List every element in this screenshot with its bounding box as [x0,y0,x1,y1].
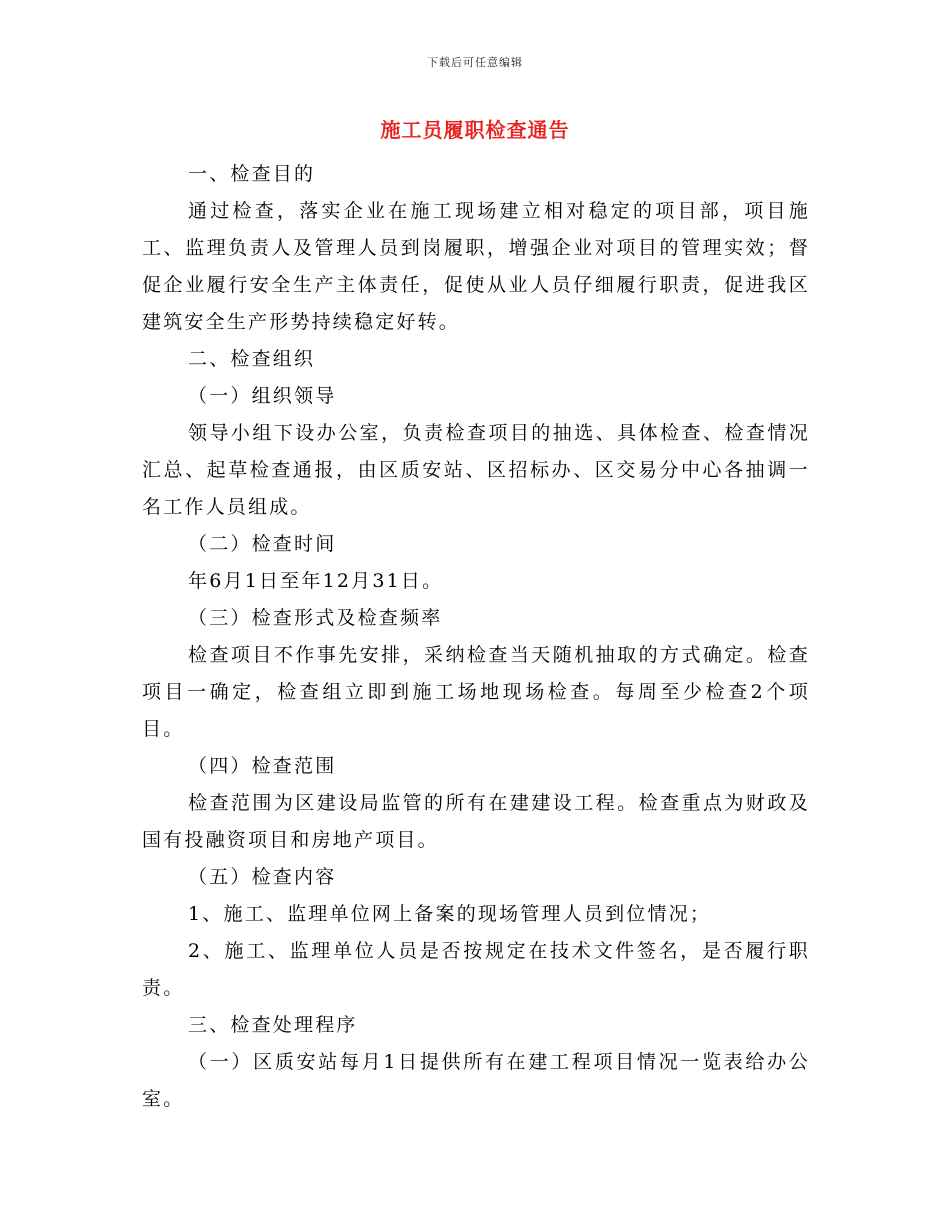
paragraph-purpose: 通过检查，落实企业在施工现场建立相对稳定的项目部，项目施工、监理负责人及管理人员到岗履职，增强企业对项目的管理实效；督促企业履行安全生产主体责任，促使从业人员仔细履行职责，促进我区建筑安全生产形势持续稳定好转。 [142,200,810,333]
section-heading-purpose: 一、检查目的 [188,163,316,185]
paragraph-procedure-1: （一）区质安站每月1日提供所有在建工程项目情况一览表给办公室。 [142,1051,810,1110]
section-heading-procedure: 三、检查处理程序 [188,1014,358,1036]
subheading-scope: （四）检查范围 [188,755,337,777]
subheading-form-frequency: （三）检查形式及检查频率 [188,607,443,629]
subheading-leadership: （一）组织领导 [188,385,337,407]
document-body [142,156,810,1118]
section-heading-organization: 二、检查组织 [188,348,316,370]
paragraph-form-frequency: 检查项目不作事先安排，采纳检查当天随机抽取的方式确定。检查项目一确定，检查组立即到施工场地现场检查。每周至少检查2个项目。 [142,644,810,740]
list-item-content-2: 2、施工、监理单位人员是否按规定在技术文件签名，是否履行职责。 [142,940,810,999]
list-item-content-1: 1、施工、监理单位网上备案的现场管理人员到位情况； [188,903,712,925]
paragraph-leadership: 领导小组下设办公室，负责检查项目的抽选、具体检查、检查情况汇总、起草检查通报，由区质安站、区招标办、区交易分中心各抽调一名工作人员组成。 [142,422,810,518]
document-title: 施工员履职检查通告 [380,118,570,142]
header-note: 下载后可任意编辑 [427,56,523,69]
paragraph-time: 年6月1日至年12月31日。 [188,570,444,592]
subheading-time: （二）检查时间 [188,533,337,555]
subheading-content: （五）检查内容 [188,866,337,888]
paragraph-scope: 检查范围为区建设局监管的所有在建建设工程。检查重点为财政及国有投融资项目和房地产项目。 [142,792,810,851]
